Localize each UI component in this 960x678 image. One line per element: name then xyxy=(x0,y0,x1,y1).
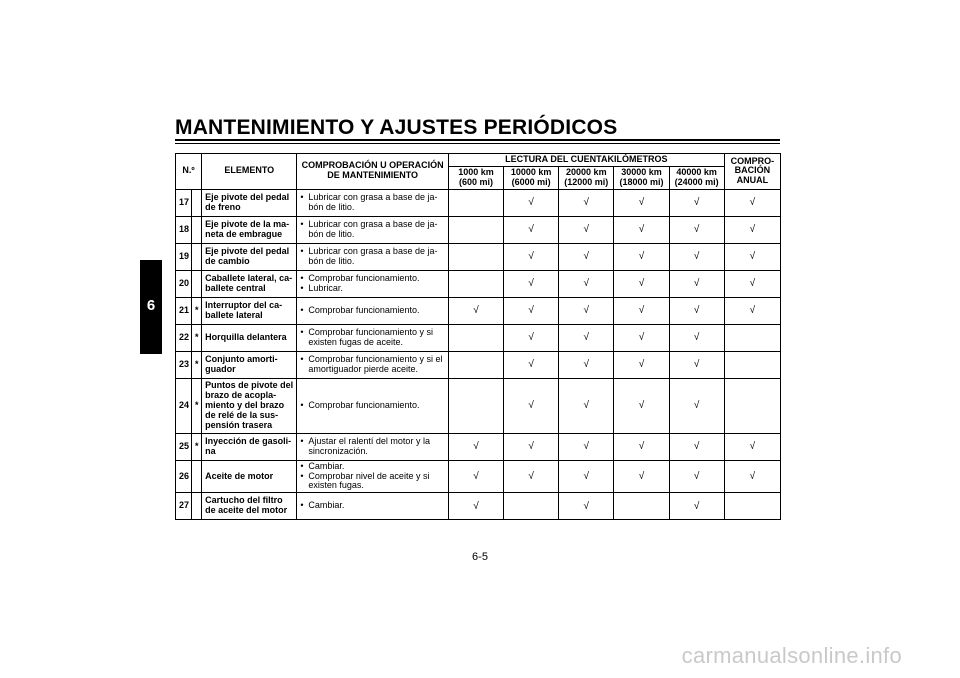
interval-mark-cell xyxy=(614,324,669,351)
row-number: 27 xyxy=(176,493,192,520)
row-check-operation xyxy=(297,378,448,433)
interval-mark-cell xyxy=(669,460,724,493)
row-element: Horquilla delantera xyxy=(202,324,297,351)
table-row xyxy=(176,493,781,520)
check-mark-icon: √ xyxy=(583,224,590,236)
check-mark-icon: √ xyxy=(528,332,534,344)
interval-mark-cell xyxy=(724,493,780,520)
check-item: • Comprobar funcionamiento y si existen fugas de aceite. xyxy=(300,328,444,348)
check-mark-icon: √ xyxy=(638,251,645,263)
interval-mark-cell xyxy=(504,433,559,460)
check-mark-icon: √ xyxy=(528,251,534,263)
row-number: 26 xyxy=(176,460,192,493)
row-number: 22 xyxy=(176,324,192,351)
table-row xyxy=(176,270,781,297)
check-mark-icon: √ xyxy=(638,224,645,236)
row-check-operation xyxy=(297,324,448,351)
check-item: • Lubricar con grasa a base de ja- bón de litio. xyxy=(300,220,444,240)
interval-mark-cell xyxy=(559,493,614,520)
header-mi-value: (12000 mi) xyxy=(564,176,609,187)
row-check-operation xyxy=(297,243,448,270)
interval-mark-cell xyxy=(559,433,614,460)
dealer-asterisk xyxy=(192,270,202,297)
check-item: • Lubricar con grasa a base de ja- bón de litio. xyxy=(300,193,444,213)
interval-mark-cell xyxy=(448,378,503,433)
interval-mark-cell xyxy=(559,351,614,378)
check-mark-icon: √ xyxy=(583,500,590,512)
check-mark-icon: √ xyxy=(528,441,534,453)
header-km-2 xyxy=(559,166,614,189)
check-mark-icon: √ xyxy=(693,400,700,412)
header-mi-value: (600 mi) xyxy=(458,176,493,187)
header-km-0 xyxy=(448,166,503,189)
row-number: 23 xyxy=(176,351,192,378)
dealer-asterisk: * xyxy=(192,351,202,378)
check-mark-icon: √ xyxy=(638,400,645,412)
interval-mark-cell xyxy=(669,433,724,460)
row-element: Cartucho del filtro de aceite del motor xyxy=(202,493,297,520)
row-element: Aceite de motor xyxy=(202,460,297,493)
check-mark-icon: √ xyxy=(693,197,700,209)
interval-mark-cell xyxy=(504,297,559,324)
interval-mark-cell xyxy=(559,216,614,243)
title-rule xyxy=(175,139,780,141)
check-mark-icon: √ xyxy=(749,224,756,236)
header-mi-value: (24000 mi) xyxy=(674,176,719,187)
table-row xyxy=(176,460,781,493)
check-mark-icon: √ xyxy=(638,471,645,482)
check-mark-icon: √ xyxy=(583,332,590,344)
interval-mark-cell xyxy=(448,324,503,351)
table-row xyxy=(176,189,781,216)
row-element: Inyección de gasoli- na xyxy=(202,433,297,460)
header-num: N.º xyxy=(176,154,202,190)
row-number: 20 xyxy=(176,270,192,297)
check-mark-icon: √ xyxy=(528,278,534,290)
check-mark-icon: √ xyxy=(749,278,756,290)
check-mark-icon: √ xyxy=(473,441,479,453)
dealer-asterisk xyxy=(192,243,202,270)
check-mark-icon: √ xyxy=(749,471,756,482)
check-mark-icon: √ xyxy=(693,278,700,290)
interval-mark-cell xyxy=(504,189,559,216)
interval-mark-cell xyxy=(559,243,614,270)
interval-mark-cell xyxy=(614,297,669,324)
row-check-operation xyxy=(297,270,448,297)
interval-mark-cell xyxy=(504,270,559,297)
interval-mark-cell xyxy=(724,460,780,493)
check-mark-icon: √ xyxy=(583,359,590,371)
interval-mark-cell xyxy=(614,216,669,243)
check-list xyxy=(300,355,444,375)
interval-mark-cell xyxy=(448,460,503,493)
interval-mark-cell xyxy=(614,460,669,493)
header-km-value: 40000 km xyxy=(676,166,717,177)
check-list xyxy=(300,437,444,457)
check-mark-icon: √ xyxy=(693,441,700,453)
interval-mark-cell xyxy=(724,243,780,270)
check-list xyxy=(300,401,444,411)
row-element: Eje pivote del pedal de freno xyxy=(202,189,297,216)
header-mi-value: (18000 mi) xyxy=(619,176,664,187)
chapter-tab: 6 xyxy=(140,296,162,314)
page-number: 6-5 xyxy=(472,551,488,563)
header-km-value: 10000 km xyxy=(510,166,552,177)
check-mark-icon: √ xyxy=(638,359,645,371)
check-item: • Comprobar nivel de aceite y si existen fugas. xyxy=(300,472,444,492)
table-row xyxy=(176,433,781,460)
row-number: 17 xyxy=(176,189,192,216)
dealer-asterisk xyxy=(192,189,202,216)
check-mark-icon: √ xyxy=(528,359,534,371)
interval-mark-cell xyxy=(504,378,559,433)
row-element: Caballete lateral, ca- ballete central xyxy=(202,270,297,297)
check-mark-icon: √ xyxy=(583,251,590,263)
check-item: • Comprobar funcionamiento y si el amortiguador pierde aceite. xyxy=(300,355,444,375)
interval-mark-cell xyxy=(559,324,614,351)
interval-mark-cell xyxy=(669,270,724,297)
check-item: • Ajustar el ralentí del motor y la sincronización. xyxy=(300,437,444,457)
interval-mark-cell xyxy=(614,243,669,270)
interval-mark-cell xyxy=(614,378,669,433)
interval-mark-cell xyxy=(669,378,724,433)
header-km-value: 30000 km xyxy=(621,166,662,177)
check-mark-icon: √ xyxy=(528,224,534,236)
check-mark-icon: √ xyxy=(528,471,534,482)
check-mark-icon: √ xyxy=(693,224,700,236)
interval-mark-cell xyxy=(448,297,503,324)
check-mark-icon: √ xyxy=(638,332,645,344)
row-number: 25 xyxy=(176,433,192,460)
interval-mark-cell xyxy=(448,243,503,270)
check-mark-icon: √ xyxy=(638,441,645,453)
interval-mark-cell xyxy=(614,189,669,216)
interval-mark-cell xyxy=(559,270,614,297)
check-mark-icon: √ xyxy=(473,305,479,317)
dealer-asterisk xyxy=(192,493,202,520)
interval-mark-cell xyxy=(559,189,614,216)
header-km-value: 20000 km xyxy=(566,166,607,177)
interval-mark-cell xyxy=(669,297,724,324)
interval-mark-cell xyxy=(448,351,503,378)
row-check-operation xyxy=(297,189,448,216)
header-km-3 xyxy=(614,166,669,189)
check-mark-icon: √ xyxy=(583,197,590,209)
check-list xyxy=(300,220,444,240)
header-annual: COMPRO- BACIÓN ANUAL xyxy=(724,154,780,190)
interval-mark-cell xyxy=(504,243,559,270)
row-element: Conjunto amorti- guador xyxy=(202,351,297,378)
check-mark-icon: √ xyxy=(528,400,534,412)
row-check-operation xyxy=(297,351,448,378)
check-list xyxy=(300,328,444,348)
check-item: • Cambiar. xyxy=(300,462,444,472)
check-list xyxy=(300,306,444,316)
interval-mark-cell xyxy=(669,243,724,270)
check-mark-icon: √ xyxy=(473,471,479,482)
dealer-asterisk xyxy=(192,460,202,493)
interval-mark-cell xyxy=(448,493,503,520)
check-mark-icon: √ xyxy=(583,471,590,482)
row-number: 21 xyxy=(176,297,192,324)
interval-mark-cell xyxy=(669,324,724,351)
check-mark-icon: √ xyxy=(749,441,756,453)
check-mark-icon: √ xyxy=(473,500,479,512)
dealer-asterisk: * xyxy=(192,297,202,324)
interval-mark-cell xyxy=(504,324,559,351)
watermark: carmanualsonline.info xyxy=(681,643,902,668)
interval-mark-cell xyxy=(559,378,614,433)
header-km-1 xyxy=(504,166,559,189)
header-km-value: 1000 km xyxy=(458,166,494,177)
interval-mark-cell xyxy=(724,324,780,351)
interval-mark-cell xyxy=(724,270,780,297)
check-item: • Comprobar funcionamiento. xyxy=(300,306,444,316)
header-check: COMPROBACIÓN U OPERACIÓN DE MANTENIMIENTO xyxy=(297,154,448,190)
interval-mark-cell xyxy=(614,433,669,460)
interval-mark-cell xyxy=(724,216,780,243)
check-mark-icon: √ xyxy=(638,305,645,317)
row-element: Interruptor del ca- ballete lateral xyxy=(202,297,297,324)
interval-mark-cell xyxy=(614,270,669,297)
table-row xyxy=(176,324,781,351)
check-mark-icon: √ xyxy=(693,471,700,482)
interval-mark-cell xyxy=(669,189,724,216)
table-row xyxy=(176,297,781,324)
check-mark-icon: √ xyxy=(749,305,756,317)
check-list xyxy=(300,462,444,492)
check-item: • Comprobar funcionamiento. xyxy=(300,401,444,411)
row-number: 24 xyxy=(176,378,192,433)
interval-mark-cell xyxy=(669,216,724,243)
check-mark-icon: √ xyxy=(583,441,590,453)
interval-mark-cell xyxy=(504,216,559,243)
check-mark-icon: √ xyxy=(693,251,700,263)
check-item: • Lubricar con grasa a base de ja- bón de litio. xyxy=(300,247,444,267)
table-row xyxy=(176,216,781,243)
interval-mark-cell xyxy=(448,216,503,243)
header-odometer: LECTURA DEL CUENTAKILÓMETROS xyxy=(448,154,724,167)
header-km-4 xyxy=(669,166,724,189)
check-mark-icon: √ xyxy=(749,197,756,209)
check-mark-icon: √ xyxy=(528,197,534,209)
maintenance-table xyxy=(175,153,781,520)
row-check-operation xyxy=(297,297,448,324)
check-mark-icon: √ xyxy=(638,278,645,290)
row-number: 18 xyxy=(176,216,192,243)
row-number: 19 xyxy=(176,243,192,270)
check-mark-icon: √ xyxy=(583,305,590,317)
title-rule-thin xyxy=(175,143,780,144)
interval-mark-cell xyxy=(724,351,780,378)
interval-mark-cell xyxy=(724,378,780,433)
row-element: Eje pivote de la ma- neta de embrague xyxy=(202,216,297,243)
table-row xyxy=(176,243,781,270)
header-element: ELEMENTO xyxy=(202,154,297,190)
table-row xyxy=(176,378,781,433)
check-item: • Comprobar funcionamiento. xyxy=(300,274,444,284)
table-row xyxy=(176,351,781,378)
interval-mark-cell xyxy=(448,270,503,297)
check-mark-icon: √ xyxy=(693,500,700,512)
interval-mark-cell xyxy=(669,351,724,378)
interval-mark-cell xyxy=(724,189,780,216)
interval-mark-cell xyxy=(448,433,503,460)
check-mark-icon: √ xyxy=(583,400,590,412)
row-check-operation xyxy=(297,216,448,243)
dealer-asterisk xyxy=(192,216,202,243)
interval-mark-cell xyxy=(724,433,780,460)
dealer-asterisk: * xyxy=(192,324,202,351)
row-element: Eje pivote del pedal de cambio xyxy=(202,243,297,270)
check-item: • Cambiar. xyxy=(300,501,444,511)
interval-mark-cell xyxy=(559,297,614,324)
interval-mark-cell xyxy=(504,351,559,378)
row-check-operation xyxy=(297,493,448,520)
check-mark-icon: √ xyxy=(638,197,645,209)
check-list xyxy=(300,193,444,213)
interval-mark-cell xyxy=(669,493,724,520)
interval-mark-cell xyxy=(504,493,559,520)
check-mark-icon: √ xyxy=(749,251,756,263)
check-list xyxy=(300,501,444,511)
check-list xyxy=(300,247,444,267)
interval-mark-cell xyxy=(504,460,559,493)
interval-mark-cell xyxy=(724,297,780,324)
row-element: Puntos de pivote del brazo de acopla- miento y del brazo de relé de la sus- pensión trasera xyxy=(202,378,297,433)
dealer-asterisk: * xyxy=(192,433,202,460)
dealer-asterisk: * xyxy=(192,378,202,433)
interval-mark-cell xyxy=(559,460,614,493)
check-item: • Lubricar. xyxy=(300,284,444,294)
check-mark-icon: √ xyxy=(693,332,700,344)
row-check-operation xyxy=(297,460,448,493)
interval-mark-cell xyxy=(614,493,669,520)
page-title: MANTENIMIENTO Y AJUSTES PERIÓDICOS xyxy=(175,116,618,139)
interval-mark-cell xyxy=(614,351,669,378)
row-check-operation xyxy=(297,433,448,460)
interval-mark-cell xyxy=(448,189,503,216)
check-list xyxy=(300,274,444,294)
check-mark-icon: √ xyxy=(528,305,534,317)
header-mi-value: (6000 mi) xyxy=(511,176,551,187)
check-mark-icon: √ xyxy=(693,359,700,371)
check-mark-icon: √ xyxy=(583,278,590,290)
check-mark-icon: √ xyxy=(693,305,700,317)
